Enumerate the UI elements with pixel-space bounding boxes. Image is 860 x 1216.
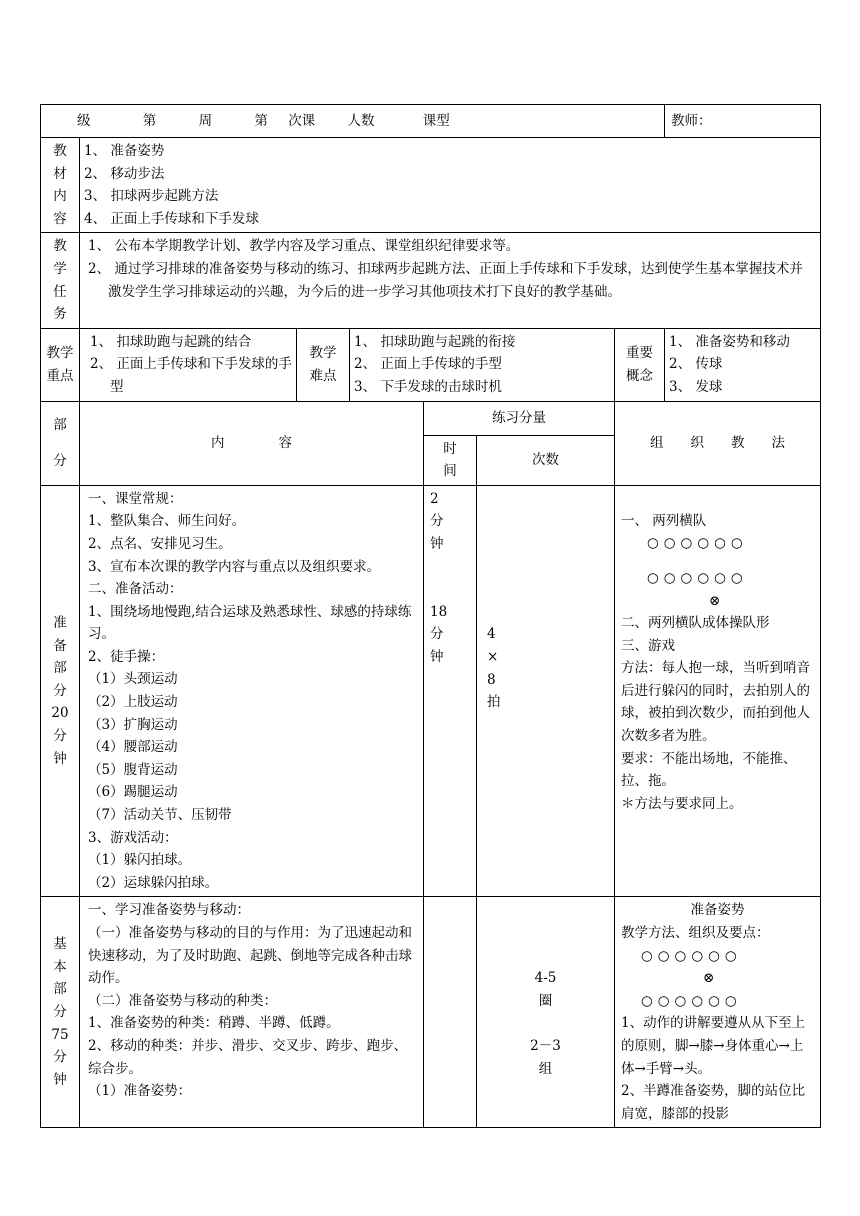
formation-title: 一、 两列横队: [621, 512, 707, 529]
content-line: 1、围绕场地慢跑,结合运球及熟悉球性、球感的持球练习。: [88, 603, 412, 643]
content-line: 一、课堂常规：: [88, 490, 183, 507]
label-char: 准: [53, 614, 67, 631]
col-practice-header: 练习分量: [424, 401, 615, 435]
label-char: 基: [53, 936, 67, 953]
label-char: 内: [53, 188, 67, 205]
list-item: 1、 准备姿势: [84, 143, 165, 159]
teacher-marker-icon: ⊗: [709, 592, 721, 609]
concepts-content: [665, 328, 821, 401]
content-line: （5）腹背运动: [88, 761, 178, 778]
method-line: ＊方法与要求同上。: [621, 795, 743, 812]
basic-content: [80, 897, 424, 1128]
content-line: （二）准备姿势与移动的种类：: [88, 992, 277, 1009]
teacher-label: 教师：: [665, 105, 821, 138]
label-char: 分: [53, 682, 67, 699]
method-line: 方法：每人抱一球，当听到哨音后进行躲闪的同时，去拍别人的球，被拍到次数少，而拍到他人次数多者为胜。: [621, 660, 810, 745]
content-line: 2、徒手操：: [88, 648, 165, 665]
difficulties-label: [297, 328, 350, 401]
label-char: 备: [53, 637, 67, 654]
label-text: 重点: [46, 367, 74, 384]
label-char: 教: [53, 238, 67, 255]
label-char: 任: [53, 283, 67, 300]
label-text: 教学: [46, 345, 74, 362]
col-method-header: 组 织 教 法: [615, 401, 821, 485]
prep-time: [424, 485, 477, 897]
method-line: 2、半蹲准备姿势，脚的站位比肩宽，膝部的投影: [621, 1083, 806, 1122]
tasks-content: [80, 233, 821, 328]
count-char: 圈: [538, 992, 553, 1009]
concepts-label: [615, 328, 665, 401]
method-line: 三、游戏: [621, 637, 675, 654]
content-line: 2、点名、安排见习生。: [88, 535, 232, 552]
method-line: 二、两列横队成体操队形: [621, 615, 770, 632]
content-line: （4）腰部运动: [88, 739, 178, 756]
content-line: 2、移动的种类：并步、滑步、交叉步、跨步、跑步、综合步。: [88, 1037, 408, 1077]
method-line: 1、动作的讲解要遵从从下至上的原则，脚→膝→身体重心→上体→手臂→头。: [621, 1015, 806, 1077]
label-char: 容: [53, 210, 67, 227]
content-line: 3、游戏活动：: [88, 829, 178, 846]
label-char: 本: [53, 958, 67, 975]
method-line: 要求：不能出场地，不能推、拉、拖。: [621, 750, 797, 790]
method-subtitle: 教学方法、组织及要点：: [621, 925, 770, 941]
key-points-label: [41, 328, 80, 401]
header-lesson-prefix: 第: [254, 112, 268, 129]
player-circles-row: ○○○○○○: [647, 569, 748, 586]
count-char: 8: [487, 671, 496, 688]
basic-time: [424, 897, 477, 1128]
label-text: 重要: [626, 345, 654, 362]
player-circles-row: ○○○○○○: [641, 992, 742, 1009]
content-line: （1）头颈运动: [88, 671, 178, 688]
prep-method: [615, 485, 821, 897]
label-char: 教: [53, 143, 67, 159]
list-item: 4、 正面上手传球和下手发球: [84, 210, 259, 227]
header-week-prefix: 第: [142, 112, 157, 129]
lesson-plan-table: [40, 104, 821, 1128]
list-item: 3、 发球: [669, 378, 723, 395]
time-char: 18: [430, 603, 448, 620]
content-line: （1）躲闪拍球。: [88, 852, 192, 869]
label-char: 部: [53, 416, 67, 433]
time-char: 分: [430, 513, 444, 530]
header-headcount: 人数: [347, 112, 375, 129]
label-text: 教学: [309, 345, 337, 362]
materials-label: [41, 138, 80, 233]
label-char: 务: [53, 306, 67, 323]
label-char: 材: [53, 165, 67, 182]
header-week: 周: [198, 112, 213, 129]
difficulties-content: [350, 328, 615, 401]
time-char: 2: [430, 490, 439, 507]
time-char: 钟: [430, 535, 444, 552]
col-time-header: [424, 435, 477, 485]
content-line: 二、准备活动：: [88, 581, 183, 598]
content-line: （7）活动关节、压韧带: [88, 807, 232, 824]
time-char: 分: [430, 626, 444, 643]
label-char: 75: [51, 1026, 69, 1043]
prep-content: [80, 485, 424, 897]
basic-method: [615, 897, 821, 1128]
lesson-plan: [40, 104, 820, 1128]
prep-count: [477, 485, 615, 897]
list-item: 2、 正面上手传球的手型: [354, 356, 502, 373]
player-circles-row: ○○○○○○: [647, 535, 748, 552]
label-char: 钟: [53, 1071, 67, 1088]
player-circles-row: ○○○○○○: [641, 947, 742, 964]
time-char: 钟: [430, 648, 444, 665]
label-char: 分: [53, 453, 67, 470]
header-grade: 级: [77, 112, 91, 129]
col-part-header: [41, 401, 80, 485]
content-line: 1、准备姿势的种类：稍蹲、半蹲、低蹲。: [88, 1015, 340, 1032]
list-item: 1、 扣球助跑与起跳的衔接: [354, 333, 516, 350]
tasks-label: [41, 233, 80, 328]
count-char: 4-5: [534, 970, 557, 987]
content-line: （2）运球躲闪拍球。: [88, 874, 219, 891]
method-title: 准备姿势: [690, 902, 745, 919]
list-item: 3、 扣球两步起跳方法: [84, 188, 219, 205]
content-line: 3、宣布本次课的教学内容与重点以及组织要求。: [88, 558, 381, 575]
content-line: 1、整队集合、师生问好。: [88, 513, 246, 530]
label-char: 学: [53, 260, 67, 277]
label-char: 20: [51, 705, 69, 722]
basic-part-label: [41, 897, 80, 1128]
label-text: 概念: [626, 367, 654, 384]
label-char: 钟: [53, 750, 67, 767]
count-char: ×: [487, 648, 499, 665]
prep-part-label: [41, 485, 80, 897]
count-char: 拍: [487, 694, 501, 711]
list-item: 2、 通过学习排球的准备姿势与移动的练习、扣球两步起跳方法、正面上手传球和下手发球，达到使学生基本掌握技术并激发学生学习排球运动的兴趣，为今后的进一步学习其他项技术打下良好的教学基础。: [88, 260, 803, 300]
count-char: 组: [538, 1060, 553, 1077]
content-line: （3）扩胸运动: [88, 716, 178, 733]
list-item: 2、 正面上手传球和下手发球的手型: [90, 356, 292, 395]
header-lesson: 次课: [288, 112, 316, 129]
label-char: 时: [443, 440, 457, 457]
list-item: 3、 下手发球的击球时机: [354, 378, 502, 395]
basic-count: [477, 897, 615, 1128]
col-count-header: 次数: [477, 435, 615, 485]
content-line: （1）准备姿势：: [88, 1083, 192, 1100]
list-item: 1、 扣球助跑与起跳的结合: [90, 333, 252, 350]
list-item: 1、 公布本学期教学计划、教学内容及学习重点、课堂组织纪律要求等。: [88, 238, 520, 255]
label-char: 分: [53, 727, 67, 744]
materials-content: [80, 138, 821, 233]
list-item: 2、 移动步法: [84, 165, 165, 182]
count-char: 2－3: [530, 1037, 561, 1054]
list-item: 1、 准备姿势和移动: [669, 333, 790, 350]
label-char: 部: [53, 660, 67, 677]
content-line: （2）上肢运动: [88, 694, 178, 711]
content-line: （6）踢腿运动: [88, 784, 178, 801]
header-lesson-type: 课型: [422, 112, 450, 129]
key-points-content: [80, 328, 297, 401]
count-char: 4: [487, 626, 496, 643]
list-item: 2、 传球: [669, 356, 723, 373]
content-line: （一）准备姿势与移动的目的与作用：为了迅速起动和快速移动，为了及时助跑、起跳、倒地等完成各种击球动作。: [88, 925, 412, 987]
label-char: 分: [53, 1049, 67, 1066]
label-char: 分: [53, 1004, 67, 1021]
header-fields: [41, 105, 665, 138]
col-content-header: 内 容: [80, 401, 424, 485]
label-char: 间: [443, 463, 457, 480]
label-char: 部: [53, 981, 67, 998]
content-line: 一、学习准备姿势与移动：: [88, 902, 250, 919]
teacher-marker-icon: ⊗: [703, 970, 715, 987]
label-text: 难点: [309, 367, 337, 384]
